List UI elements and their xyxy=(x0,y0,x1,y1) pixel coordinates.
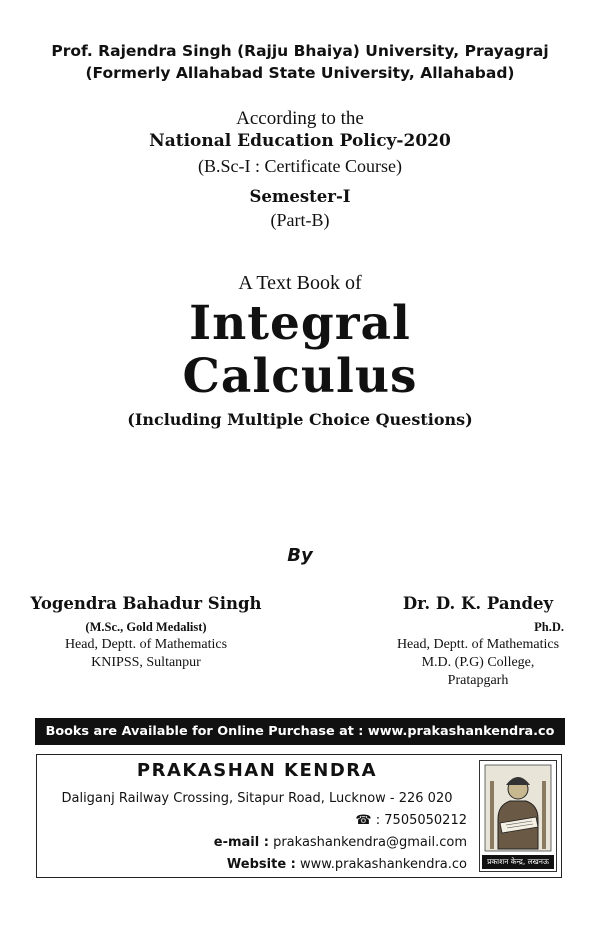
book-pretitle: A Text Book of xyxy=(238,272,362,294)
author-name: Dr. D. K. Pandey xyxy=(402,594,554,613)
part-label: (Part-B) xyxy=(270,210,330,230)
publisher-name: PRAKASHAN KENDRA xyxy=(136,760,378,781)
scholar-figure-icon xyxy=(480,761,556,855)
author-degree: Ph.D. xyxy=(534,620,564,634)
publisher-phone xyxy=(355,813,467,828)
email-address: prakashankendra@gmail.com xyxy=(273,835,467,850)
phone-icon: ☎ xyxy=(355,813,372,828)
author-name: Yogendra Bahadur Singh xyxy=(30,594,262,613)
logo-text: प्रकाशन केन्द्र, लखनऊ xyxy=(482,855,554,869)
policy-name: National Education Policy-2020 xyxy=(149,131,451,151)
online-purchase-banner: Books are Available for Online Purchase at : www.prakashankendra.co xyxy=(35,718,565,745)
author-1 xyxy=(28,594,264,672)
book-subtitle: (Including Multiple Choice Questions) xyxy=(127,410,473,429)
author-position: Head, Deptt. of Mathematics xyxy=(396,637,560,652)
author-institution: M.D. (P.G) College, xyxy=(421,655,535,670)
publisher-website xyxy=(227,857,467,872)
publisher-box xyxy=(36,754,562,878)
book-title-line1: Integral xyxy=(189,296,411,351)
author-2 xyxy=(378,594,578,690)
book-title-line2: Calculus xyxy=(182,349,418,404)
by-label: By xyxy=(287,545,313,566)
phone-number: : 7505050212 xyxy=(375,813,467,828)
publisher-address: Daliganj Railway Crossing, Sitapur Road, Lucknow - 226 020 xyxy=(61,791,453,806)
publisher-logo xyxy=(479,760,557,872)
email-label: e-mail : xyxy=(213,835,269,850)
publisher-email xyxy=(214,835,467,850)
author-institution: KNIPSS, Sultanpur xyxy=(91,655,201,670)
author-degree: (M.Sc., Gold Medalist) xyxy=(85,620,207,634)
university-name: Prof. Rajendra Singh (Rajju Bhaiya) University, Prayagraj xyxy=(51,42,549,60)
semester-label: Semester-I xyxy=(249,187,351,206)
author-city: Pratapgarh xyxy=(447,673,509,688)
website-label: Website : xyxy=(226,857,296,872)
university-former-name: (Formerly Allahabad State University, Allahabad) xyxy=(85,64,515,82)
author-position: Head, Deptt. of Mathematics xyxy=(64,637,228,652)
according-to-text: According to the xyxy=(236,108,364,129)
course-name: (B.Sc-I : Certificate Course) xyxy=(198,156,402,176)
website-url: www.prakashankendra.co xyxy=(300,857,467,872)
